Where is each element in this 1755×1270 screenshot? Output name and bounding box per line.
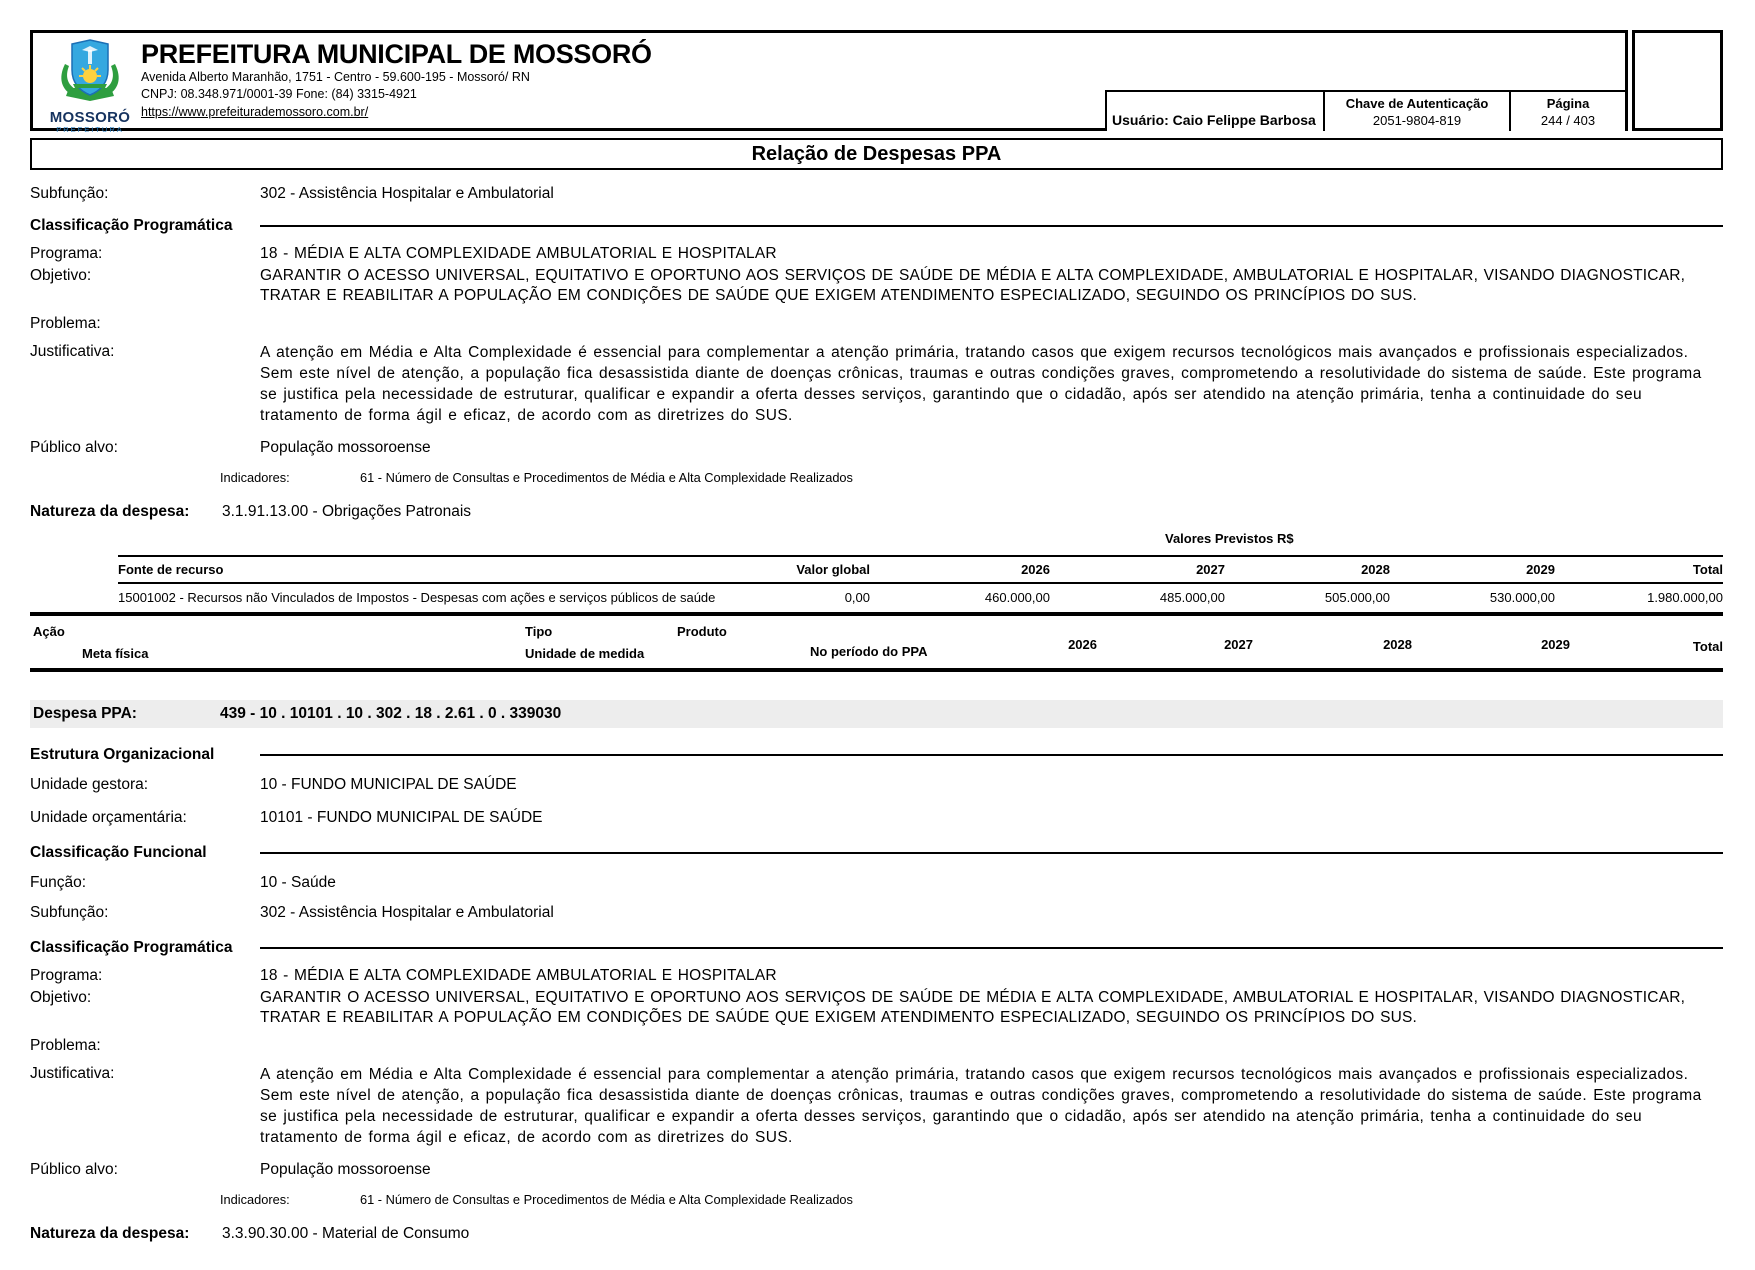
- cell-total: 1.980.000,00: [1647, 590, 1723, 605]
- section-heading-text: Classificação Programática: [30, 217, 233, 234]
- acao-total-label: Total: [1692, 639, 1723, 654]
- heading-rule: [260, 852, 1723, 854]
- field-value: [260, 1036, 1723, 1056]
- section-heading-text: Classificação Programática: [30, 939, 233, 956]
- field-label: Função:: [30, 874, 87, 891]
- field-label: Justificativa:: [30, 1065, 115, 1082]
- field-value: A atenção em Média e Alta Complexidade é essencial para complementar a atenção primária, tratando casos que exigem recursos tecnológicos mais avançados e profissionais especializados. Sem este nível de atenção, a população fica desassistida diante de doenças crônicas, traumas e outras condições graves, comprometendo a resolutividade do sistema de saúde. Este programa se justifica pela necessidade de estruturar, qualificar e expandir a oferta desses serviços, garantindo que o cidadão, após ser atendido na atenção primária, tenha a continuidade do seu tratamento de forma ágil e eficaz, de acordo com as diretrizes do SUS.: [260, 344, 1702, 424]
- field-row-justificativa: [30, 1064, 1723, 1148]
- field-value: [260, 314, 1723, 334]
- valores-table-header: [118, 555, 1723, 584]
- field-value: 302 - Assistência Hospitalar e Ambulatorial: [260, 185, 554, 202]
- meta-fisica-label: Meta física: [82, 646, 149, 661]
- section-heading-classificacao-programatica: [30, 938, 1723, 958]
- field-label: Problema:: [30, 1037, 101, 1054]
- org-block: [141, 39, 1021, 121]
- acao-year-2029: 2029: [1541, 637, 1570, 652]
- city-logo: [47, 38, 133, 134]
- field-value: População mossoroense: [260, 1161, 431, 1178]
- field-row-unidade-orcamentaria: [30, 808, 1723, 828]
- natureza-value: 3.3.90.30.00 - Material de Consumo: [222, 1225, 470, 1242]
- field-label: Programa:: [30, 967, 103, 984]
- acao-year-2027: 2027: [1224, 637, 1253, 652]
- field-row-subfuncao: [30, 184, 1723, 204]
- produto-label: Produto: [677, 624, 727, 639]
- col-header-2026: 2026: [1021, 562, 1050, 577]
- cell-valor-global: 0,00: [844, 590, 870, 605]
- field-value: GARANTIR O ACESSO UNIVERSAL, EQUITATIVO E OPORTUNO AOS SERVIÇOS DE SAÚDE DE MÉDIA E ALTA COMPLEXIDADE, AMBULATORIAL E HOSPITALAR, VISANDO DIAGNOSTICAR, TRATAR E REABILITAR A POPULAÇÃO EM CONDIÇÕES DE SAÚDE QUE EXIGEM ATENDIMENTO ESPECIALIZADO, SEGUINDO OS PRINCÍPIOS DO SUS.: [260, 267, 1686, 304]
- org-website-link[interactable]: https://www.prefeiturademossoro.com.br/: [141, 105, 369, 119]
- col-header-2027: 2027: [1196, 562, 1225, 577]
- natureza-label: Natureza da despesa:: [30, 1225, 190, 1242]
- org-name: PREFEITURA MUNICIPAL DE MOSSORÓ: [141, 39, 652, 69]
- cell-2027: 485.000,00: [1159, 590, 1225, 605]
- field-label: Público alvo:: [30, 439, 118, 456]
- valores-table: [118, 555, 1723, 612]
- field-row-funcao: [30, 873, 1723, 893]
- org-address: Avenida Alberto Maranhão, 1751 - Centro - 59.600-195 - Mossoró/ RN: [141, 70, 530, 84]
- field-value: 10 - Saúde: [260, 874, 336, 891]
- section-heading-text: Classificação Funcional: [30, 844, 207, 861]
- col-header-valor-global: Valor global: [796, 562, 870, 577]
- field-value: 18 - MÉDIA E ALTA COMPLEXIDADE AMBULATORIAL E HOSPITALAR: [260, 245, 777, 262]
- field-value: 302 - Assistência Hospitalar e Ambulatorial: [260, 904, 554, 921]
- field-value: GARANTIR O ACESSO UNIVERSAL, EQUITATIVO E OPORTUNO AOS SERVIÇOS DE SAÚDE DE MÉDIA E ALTA COMPLEXIDADE, AMBULATORIAL E HOSPITALAR, VISANDO DIAGNOSTICAR, TRATAR E REABILITAR A POPULAÇÃO EM CONDIÇÕES DE SAÚDE QUE EXIGEM ATENDIMENTO ESPECIALIZADO, SEGUINDO OS PRINCÍPIOS DO SUS.: [260, 989, 1686, 1026]
- field-row-problema: [30, 314, 1723, 334]
- acao-table-header: [30, 612, 1723, 672]
- tipo-label: Tipo: [525, 624, 553, 639]
- section-heading-classificacao-programatica: [30, 216, 1723, 236]
- natureza-value: 3.1.91.13.00 - Obrigações Patronais: [222, 503, 472, 520]
- acao-label: Ação: [33, 624, 65, 639]
- indicadores-row: [220, 470, 1723, 486]
- field-row-publico-alvo: [30, 1160, 1723, 1180]
- unidade-medida-label: Unidade de medida: [525, 646, 645, 661]
- cell-fonte: 15001002 - Recursos não Vinculados de Impostos - Despesas com ações e serviços públicos de saúde: [118, 590, 716, 605]
- field-row-programa: [30, 966, 1723, 986]
- field-label: Objetivo:: [30, 267, 92, 284]
- header-box: [30, 30, 1628, 134]
- user-cell: Usuário: Caio Felippe Barbosa: [1105, 90, 1323, 131]
- page-label: Página: [1546, 96, 1590, 111]
- field-row-objetivo: [30, 266, 1723, 306]
- cell-2029: 530.000,00: [1489, 590, 1555, 605]
- despesa-ppa-bar: [30, 700, 1723, 728]
- report-header: [30, 30, 1723, 134]
- logo-city-name: MOSSORÓ: [49, 109, 131, 126]
- field-row-publico-alvo: [30, 438, 1723, 458]
- field-label: Objetivo:: [30, 989, 92, 1006]
- col-header-total: Total: [1692, 562, 1723, 577]
- indicadores-value: 61 - Número de Consultas e Procedimentos de Média e Alta Complexidade Realizados: [360, 470, 853, 485]
- heading-rule: [260, 754, 1723, 756]
- field-label: Público alvo:: [30, 1161, 118, 1178]
- field-row-subfuncao: [30, 903, 1723, 923]
- logo-subtitle: PREFEITURA: [56, 125, 124, 134]
- indicadores-label: Indicadores:: [220, 470, 290, 485]
- natureza-despesa-row: [30, 502, 1723, 522]
- field-value: 10 - FUNDO MUNICIPAL DE SAÚDE: [260, 776, 517, 793]
- field-row-programa: [30, 244, 1723, 264]
- auth-key-cell: [1323, 90, 1509, 131]
- cell-2026: 460.000,00: [984, 590, 1050, 605]
- auth-key-label: Chave de Autenticação: [1345, 96, 1489, 111]
- field-value: População mossoroense: [260, 439, 431, 456]
- valores-previstos-caption: Valores Previstos R$: [1165, 531, 1294, 546]
- field-label: Unidade gestora:: [30, 776, 149, 793]
- stamp-box: [1632, 30, 1723, 131]
- field-label: Problema:: [30, 315, 101, 332]
- header-meta-cells: [1105, 90, 1628, 131]
- table-row: [118, 584, 1723, 612]
- page-cell: [1509, 90, 1628, 131]
- page-number: 244 / 403: [1540, 113, 1596, 128]
- despesa-label: Despesa PPA:: [33, 705, 137, 722]
- field-row-objetivo: [30, 988, 1723, 1028]
- section-heading-estrutura-organizacional: [30, 745, 1723, 765]
- document-page: [0, 30, 1755, 1270]
- acao-year-2026: 2026: [1068, 637, 1097, 652]
- field-label: Subfunção:: [30, 904, 109, 921]
- heading-rule: [260, 225, 1723, 227]
- auth-key-value: 2051-9804-819: [1372, 113, 1462, 128]
- cell-2028: 505.000,00: [1324, 590, 1390, 605]
- indicadores-value: 61 - Número de Consultas e Procedimentos de Média e Alta Complexidade Realizados: [360, 1192, 853, 1207]
- despesa-code: 439 - 10 . 10101 . 10 . 302 . 18 . 2.61 . 0 . 339030: [220, 705, 562, 722]
- col-header-2028: 2028: [1361, 562, 1390, 577]
- acao-year-2028: 2028: [1383, 637, 1412, 652]
- section-heading-text: Estrutura Organizacional: [30, 746, 215, 763]
- field-row-justificativa: [30, 342, 1723, 426]
- indicadores-row: [220, 1192, 1723, 1208]
- report-title: Relação de Despesas PPA: [30, 138, 1723, 170]
- field-label: Justificativa:: [30, 343, 115, 360]
- indicadores-label: Indicadores:: [220, 1192, 290, 1207]
- field-value: A atenção em Média e Alta Complexidade é essencial para complementar a atenção primária, tratando casos que exigem recursos tecnológicos mais avançados e profissionais especializados. Sem este nível de atenção, a população fica desassistida diante de doenças crônicas, traumas e outras condições graves, comprometendo a resolutividade do sistema de saúde. Este programa se justifica pela necessidade de estruturar, qualificar e expandir a oferta desses serviços, garantindo que o cidadão, após ser atendido na atenção primária, tenha a continuidade do seu tratamento de forma ágil e eficaz, de acordo com as diretrizes do SUS.: [260, 1066, 1702, 1146]
- field-row-unidade-gestora: [30, 775, 1723, 795]
- field-label: Subfunção:: [30, 185, 109, 202]
- city-crest-icon: [53, 38, 127, 106]
- section-heading-classificacao-funcional: [30, 843, 1723, 863]
- org-cnpj-phone: CNPJ: 08.348.971/0001-39 Fone: (84) 3315-4921: [141, 87, 417, 101]
- heading-rule: [260, 947, 1723, 949]
- field-value: 10101 - FUNDO MUNICIPAL DE SAÚDE: [260, 809, 543, 826]
- natureza-despesa-row: [30, 1224, 1723, 1244]
- periodo-ppa-label: No período do PPA: [810, 644, 928, 659]
- field-value: 18 - MÉDIA E ALTA COMPLEXIDADE AMBULATORIAL E HOSPITALAR: [260, 967, 777, 984]
- field-label: Unidade orçamentária:: [30, 809, 187, 826]
- natureza-label: Natureza da despesa:: [30, 503, 190, 520]
- col-header-2029: 2029: [1526, 562, 1555, 577]
- field-row-problema: [30, 1036, 1723, 1056]
- field-label: Programa:: [30, 245, 103, 262]
- col-header-fonte: Fonte de recurso: [118, 562, 224, 577]
